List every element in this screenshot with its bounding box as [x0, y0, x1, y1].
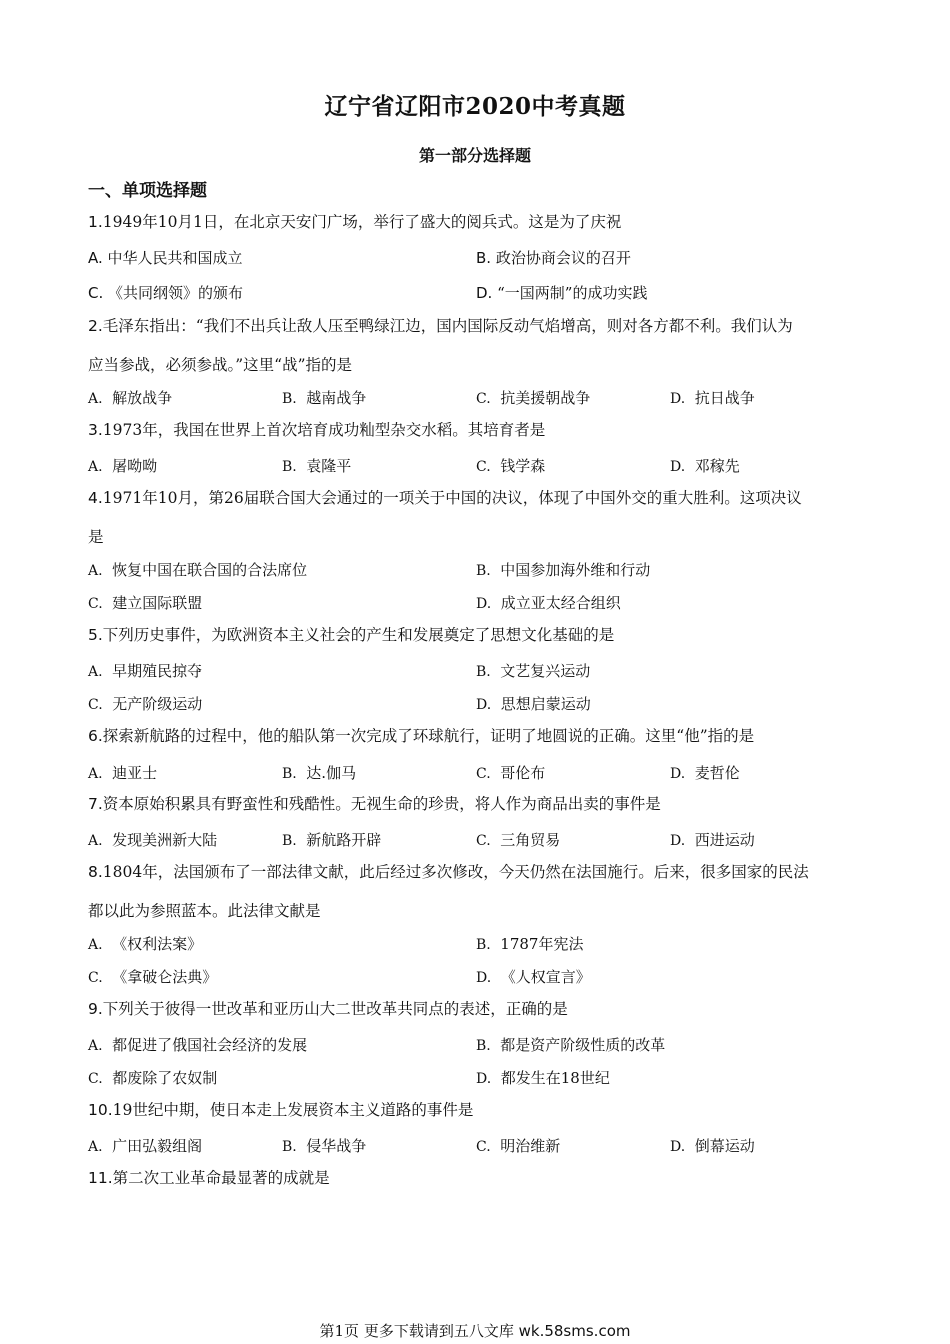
option-a: A. 恢复中国在联合国的合法席位 [88, 561, 308, 579]
option-c: C. 三角贸易 [476, 831, 561, 849]
question-9: 9.下列关于彼得一世改革和亚历山大二世改革共同点的表述，正确的是 [88, 1000, 568, 1018]
option-c: C. 无产阶级运动 [88, 695, 203, 713]
option-a: A. 屠呦呦 [88, 457, 158, 475]
section-title: 一、单项选择题 [88, 181, 207, 201]
option-c: C. 《共同纲领》的颁布 [88, 284, 244, 302]
option-a: A. 解放战争 [88, 389, 173, 407]
option-b: B. 达.伽马 [282, 764, 357, 782]
footer-link[interactable]: wk.58sms.com [518, 1322, 631, 1340]
question-11: 11.第二次工业革命最显著的成就是 [88, 1169, 330, 1187]
option-d: D. 抗日战争 [670, 389, 755, 407]
option-d: D. 《人权宣言》 [476, 968, 591, 986]
question-7: 7.资本原始积累具有野蛮性和残酷性。无视生命的珍贵，将人作为商品出卖的事件是 [88, 795, 661, 813]
option-b: B. 越南战争 [282, 389, 367, 407]
option-b: B. 政治协商会议的召开 [476, 249, 631, 267]
question-10: 10.19世纪中期，使日本走上发展资本主义道路的事件是 [88, 1101, 474, 1119]
option-a: A. 《权利法案》 [88, 935, 203, 953]
question-5: 5.下列历史事件，为欧洲资本主义社会的产生和发展奠定了思想文化基础的是 [88, 626, 615, 644]
option-b: B. 侵华战争 [282, 1137, 367, 1155]
question-4-cont: 是 [88, 528, 104, 546]
option-c: C. 建立国际联盟 [88, 594, 203, 612]
option-c: C. 明治维新 [476, 1137, 561, 1155]
question-4: 4.1971年10月，第26届联合国大会通过的一项关于中国的决议，体现了中国外交的重大胜利。这项决议 [88, 489, 802, 507]
part-title: 第一部分选择题 [418, 146, 531, 165]
option-c: C. 钱学森 [476, 457, 546, 475]
question-3: 3.1973年，我国在世界上首次培育成功籼型杂交水稻。其培育者是 [88, 421, 546, 439]
question-6: 6.探索新航路的过程中，他的船队第一次完成了环球航行，证明了地圆说的正确。这里“他”指的是 [88, 727, 755, 745]
option-c: C. 《拿破仑法典》 [88, 968, 218, 986]
option-d: D. 西进运动 [670, 831, 755, 849]
option-b: B. 中国参加海外维和行动 [476, 561, 651, 579]
option-c: C. 都废除了农奴制 [88, 1069, 218, 1087]
option-b: B. 都是资产阶级性质的改革 [476, 1036, 666, 1054]
option-d: D. 邓稼先 [670, 457, 740, 475]
question-number: 1. [88, 213, 103, 231]
option-c: C. 抗美援朝战争 [476, 389, 591, 407]
question-8-cont: 都以此为参照蓝本。此法律文献是 [88, 902, 321, 920]
option-a: A. 早期殖民掠夺 [88, 662, 203, 680]
option-b: B. 文艺复兴运动 [476, 662, 591, 680]
option-c: C. 哥伦布 [476, 764, 546, 782]
option-d: D. 麦哲伦 [670, 764, 740, 782]
footer-text: 第1页 更多下载请到五八文库 [319, 1322, 514, 1340]
option-d: D. 都发生在18世纪 [476, 1069, 610, 1087]
option-d: D. 思想启蒙运动 [476, 695, 591, 713]
page-footer [0, 1320, 950, 1341]
option-a: A. 发现美洲新大陆 [88, 831, 218, 849]
option-d: D. 倒幕运动 [670, 1137, 755, 1155]
option-a: A. 广田弘毅组阁 [88, 1137, 203, 1155]
document-title: 辽宁省辽阳市2020中考真题 [324, 93, 626, 120]
question-1 [88, 212, 868, 232]
option-d: D. “一国两制”的成功实践 [476, 284, 648, 302]
option-a: A. 都促进了俄国社会经济的发展 [88, 1036, 308, 1054]
question-8: 8.1804年，法国颁布了一部法律文献，此后经过多次修改，今天仍然在法国施行。后来，很多国家的民法 [88, 863, 809, 881]
question-2-cont: 应当参战，必须参战。”这里“战”指的是 [88, 356, 353, 374]
option-a: A. 中华人民共和国成立 [88, 249, 243, 267]
question-text: 1949年10月1日，在北京天安门广场，举行了盛大的阅兵式。这是为了庆祝 [102, 213, 622, 231]
option-b: B. 新航路开辟 [282, 831, 382, 849]
option-a: A. 迪亚士 [88, 764, 158, 782]
question-2: 2.毛泽东指出：“我们不出兵让敌人压至鸭绿江边，国内国际反动气焰增高，则对各方都不利。我们认为 [88, 317, 793, 335]
option-d: D. 成立亚太经合组织 [476, 594, 621, 612]
option-b: B. 1787年宪法 [476, 935, 584, 953]
option-b: B. 袁隆平 [282, 457, 352, 475]
